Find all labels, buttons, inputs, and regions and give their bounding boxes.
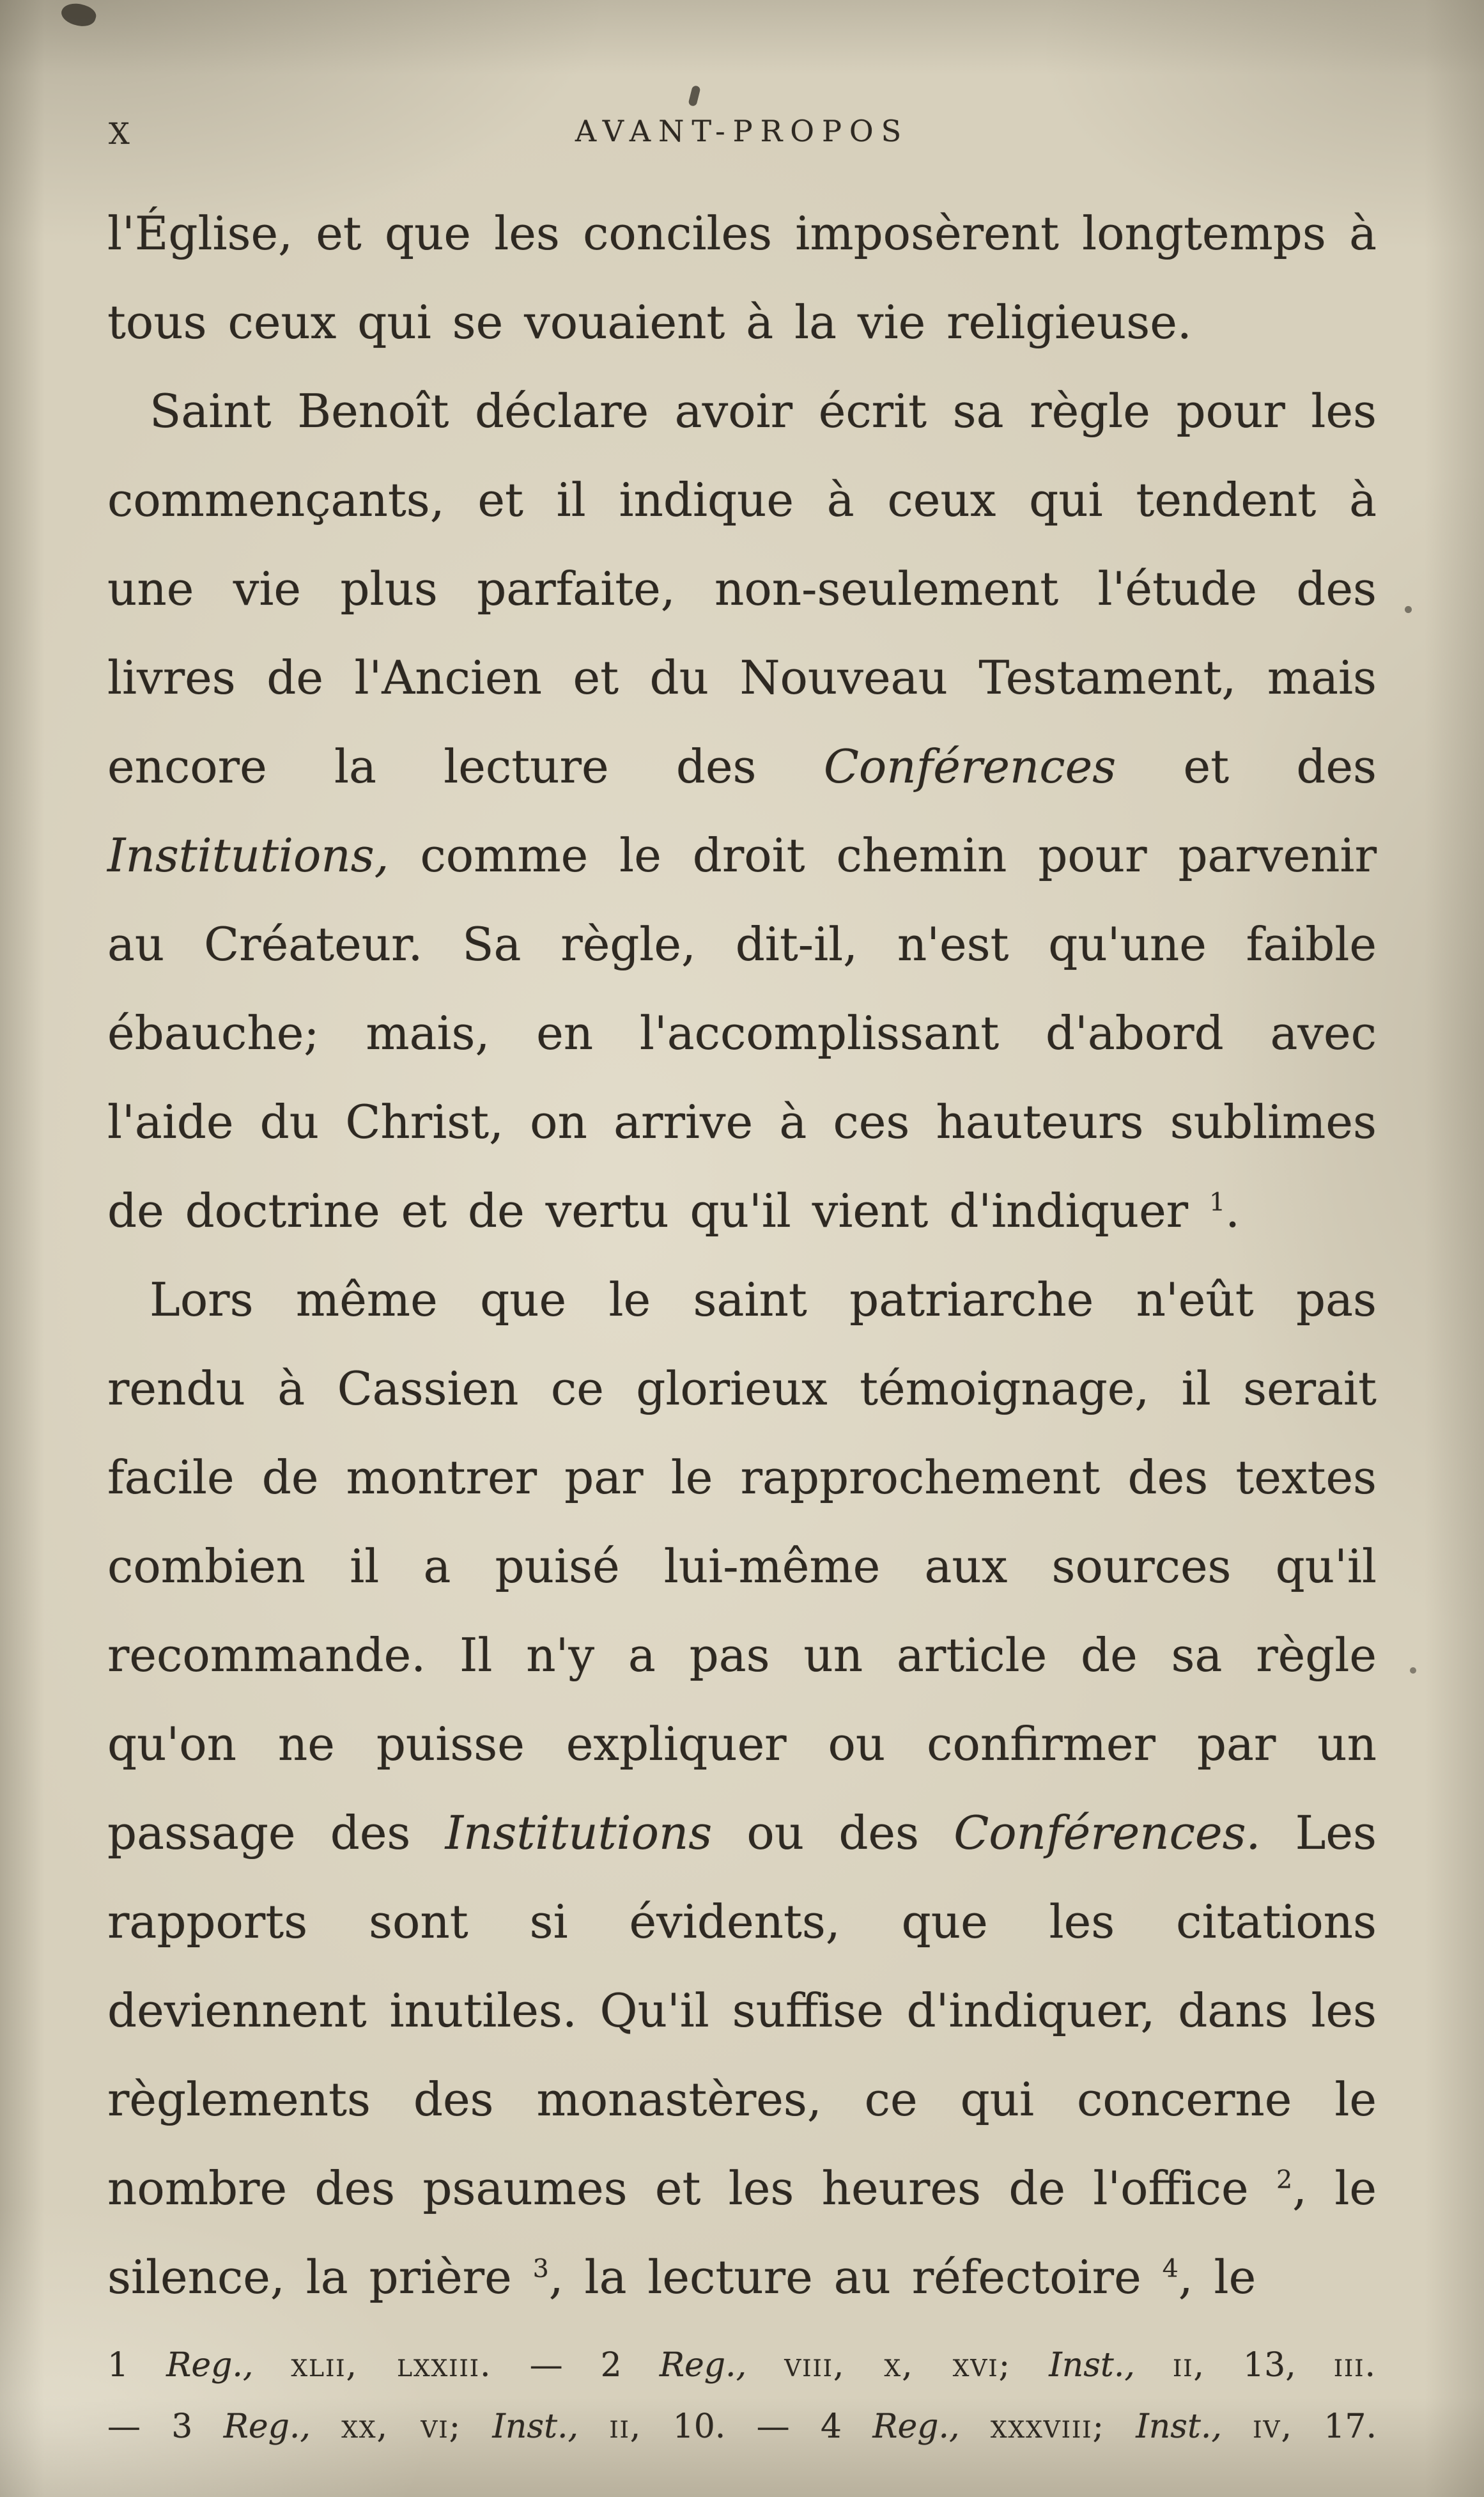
text-segment: Reg.,: [659, 2346, 747, 2384]
text-segment: [461, 2408, 492, 2446]
text-segment: Inst.,: [1049, 2346, 1135, 2384]
ink-speck: [1410, 1667, 1416, 1674]
text-segment: iii.: [1333, 2346, 1377, 2384]
text-segment: 13,: [1205, 2346, 1334, 2384]
text-segment: Institutions: [445, 1806, 713, 1860]
text-segment: [960, 2408, 991, 2446]
body-paragraphs: [107, 189, 1377, 2322]
text-segment: , le silence, la prière: [107, 2161, 1377, 2304]
text-segment: Inst.,: [492, 2408, 579, 2446]
text-segment: 10. — 4: [642, 2408, 873, 2446]
text-segment: [253, 2346, 291, 2384]
text-segment: , le: [1178, 2250, 1256, 2304]
text-segment: l'Église, et que les conciles imposèrent longtemps à tous ceux qui se vouaient à la vie religieuse.: [107, 206, 1377, 349]
text-segment: [1105, 2408, 1136, 2446]
paragraph: [107, 189, 1377, 367]
text-segment: .: [1225, 1184, 1241, 1238]
text-segment: Reg.,: [166, 2346, 254, 2384]
text-segment: Institutions,: [107, 828, 389, 882]
text-segment: ii,: [609, 2408, 642, 2446]
text-segment: [1222, 2408, 1253, 2446]
text-segment: [1135, 2346, 1173, 2384]
text-segment: Conférences.: [954, 1806, 1261, 1860]
text-segment: Inst.,: [1136, 2408, 1222, 2446]
text-segment: — 3: [107, 2408, 224, 2446]
text-segment: xlii, lxxiii.: [291, 2346, 492, 2384]
text-segment: Conférences: [823, 740, 1117, 793]
paragraph: [107, 367, 1377, 1256]
footnote-line: [107, 2335, 1377, 2396]
text-segment: — 2: [491, 2346, 660, 2384]
footnote-reference: 2: [1276, 2165, 1293, 2195]
text-segment: [746, 2346, 784, 2384]
footnote-line: [107, 2396, 1377, 2457]
ink-speck: [688, 85, 700, 107]
text-segment: [578, 2408, 609, 2446]
text-segment: Les rapports sont si évidents, que les citations deviennent inutiles. Qu'il suffise d'indiquer, dans les règlements des monastères, ce qui concerne le nombre des psaumes et les heures de l'office: [107, 1806, 1377, 2215]
ink-blot: [59, 0, 98, 31]
footnote-reference: 3: [532, 2254, 549, 2283]
text-segment: 1: [107, 2346, 167, 2384]
ink-speck: [1405, 606, 1412, 613]
text-segment: xxxviii;: [990, 2408, 1105, 2446]
text-segment: , la lecture au réfectoire: [548, 2250, 1163, 2304]
text-segment: iv,: [1253, 2408, 1293, 2446]
text-segment: [1011, 2346, 1049, 2384]
text-segment: comme le droit chemin pour parvenir au Créateur. Sa règle, dit-il, n'est qu'une faible ébauche; mais, en l'accomplissant d'abord avec l'aide du Christ, on arrive à ces hauteurs sublimes de doctrine et de vertu qu'il vient d'indiquer: [107, 828, 1377, 1238]
text-segment: Reg.,: [223, 2408, 311, 2446]
page-number: X: [109, 116, 132, 151]
page-header: [107, 114, 1377, 151]
text-segment: et des: [1116, 740, 1377, 793]
text-segment: ou des: [712, 1806, 954, 1860]
text-segment: [311, 2408, 341, 2446]
footnote-reference: 1: [1209, 1188, 1226, 1217]
paragraph: [107, 1256, 1377, 2322]
text-segment: xx, vi;: [341, 2408, 462, 2446]
text-segment: Lors même que le saint patriarche n'eût pas rendu à Cassien ce glorieux témoignage, il serait facile de montrer par le rapprochement des textes combien il a puisé lui-même aux sources qu'il recommande. Il n'y a pas un article de sa règle qu'on ne puisse expliquer ou confirmer par un passage des: [107, 1273, 1377, 1860]
text-segment: 17.: [1292, 2408, 1377, 2446]
text-segment: Reg.,: [872, 2408, 960, 2446]
running-title: AVANT-PROPOS: [575, 114, 909, 148]
text-segment: Saint Benoît déclare avoir écrit sa règle pour les commençants, et il indique à ceux qui tendent à une vie plus parfaite, non-seulement l'étude des livres de l'Ancien et du Nouveau Testament, mais encore la lecture des: [107, 384, 1377, 793]
text-segment: viii, x, xvi;: [784, 2346, 1012, 2384]
footnotes: [107, 2335, 1377, 2457]
footnote-reference: 4: [1162, 2254, 1179, 2283]
text-segment: ii,: [1172, 2346, 1205, 2384]
